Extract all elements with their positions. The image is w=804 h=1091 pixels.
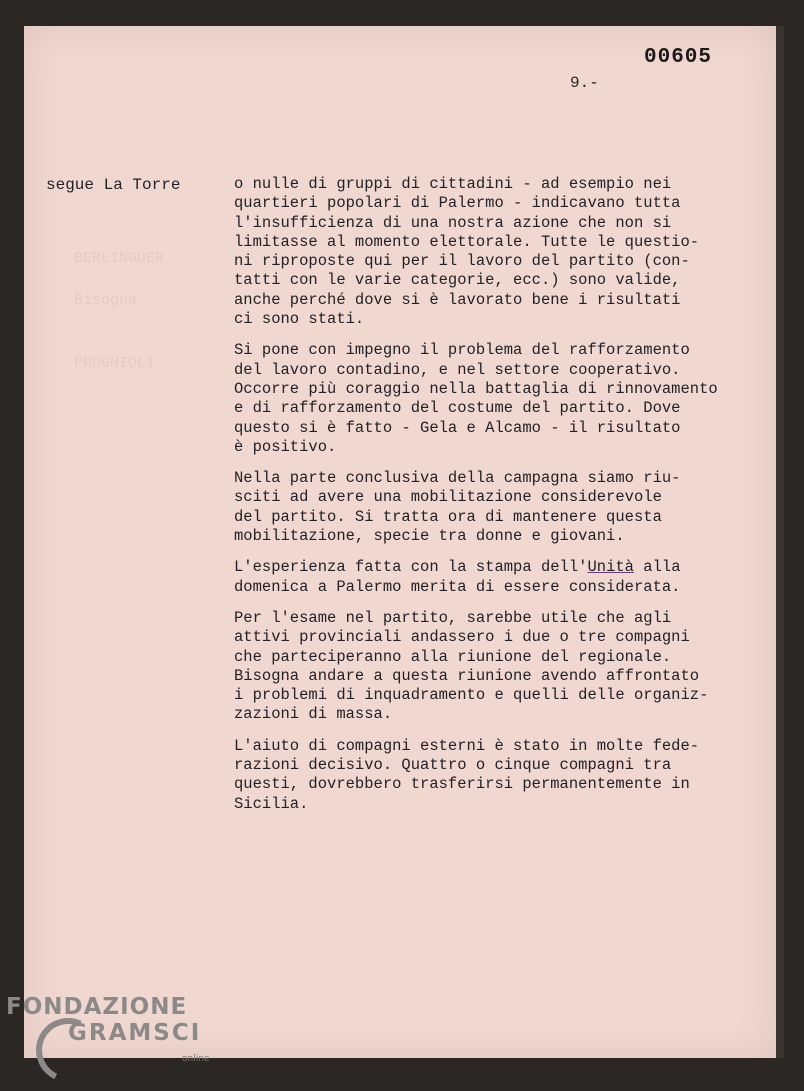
document-body [234,175,734,826]
speaker-label: segue La Torre [46,176,181,194]
logo-online-tag: online [182,1054,210,1064]
paragraph-3: Nella parte conclusiva della campagna siamo riu- sciti ad avere una mobilitazione considerevole del partito. Si tratta ora di mantenere questa mobilitazione, specie tra donne e giovani. [234,469,681,546]
paragraph-5: Per l'esame nel partito, sarebbe utile che agli attivi provinciali andassero i due o tre compagni che parteciperanno alla riunione del regionale. Bisogna andare a questa riunione avendo affrontato i problemi di inquadramento e quelli delle organiz- zazioni di massa. [234,608,709,724]
paragraph-6: L'aiuto di compagni esterni è stato in molte fede- razioni decisivo. Quattro o cinque compagni tra questi, dovrebbero trasferirsi permanentemente in Sicilia. [234,736,700,813]
page-number: 9.- [570,74,599,92]
fondazione-gramsci-logo [6,994,210,1064]
bleed-through-text: BERLINGUER Bisogna PROGNIOLI [74,250,165,372]
document-number: 00605 [644,46,713,69]
paragraph-1: o nulle di gruppi di cittadini - ad esempio nei quartieri popolari di Palermo - indicavano tutta l'insufficienza di una nostra azione che non si limitasse al momento elettorale. Tutte le questio- ni riproposte qui per il lavoro del partito (con- tatti con le varie categorie, ecc.) sono valide, anche perché dove si è lavorato bene i risultati ci sono stati. [234,175,700,329]
paragraph-4: L'esperienza fatta con la stampa dell'Unità alla domenica a Palermo merita di essere considerata. [234,558,681,596]
page-edge [776,26,784,1058]
logo-text-gramsci: GRAMSCI [68,1020,202,1046]
logo-text-fondazione: FONDAZIONE [6,994,188,1020]
paragraph-2: Si pone con impegno il problema del rafforzamento del lavoro contadino, e nel settore cooperativo. Occorre più coraggio nella battaglia di rinnovamento e di rafforzamento del costume del partito. Dove questo si è fatto - Gela e Alcamo - il risultato è positivo. [234,341,718,456]
newspaper-title: Unità [587,558,634,577]
